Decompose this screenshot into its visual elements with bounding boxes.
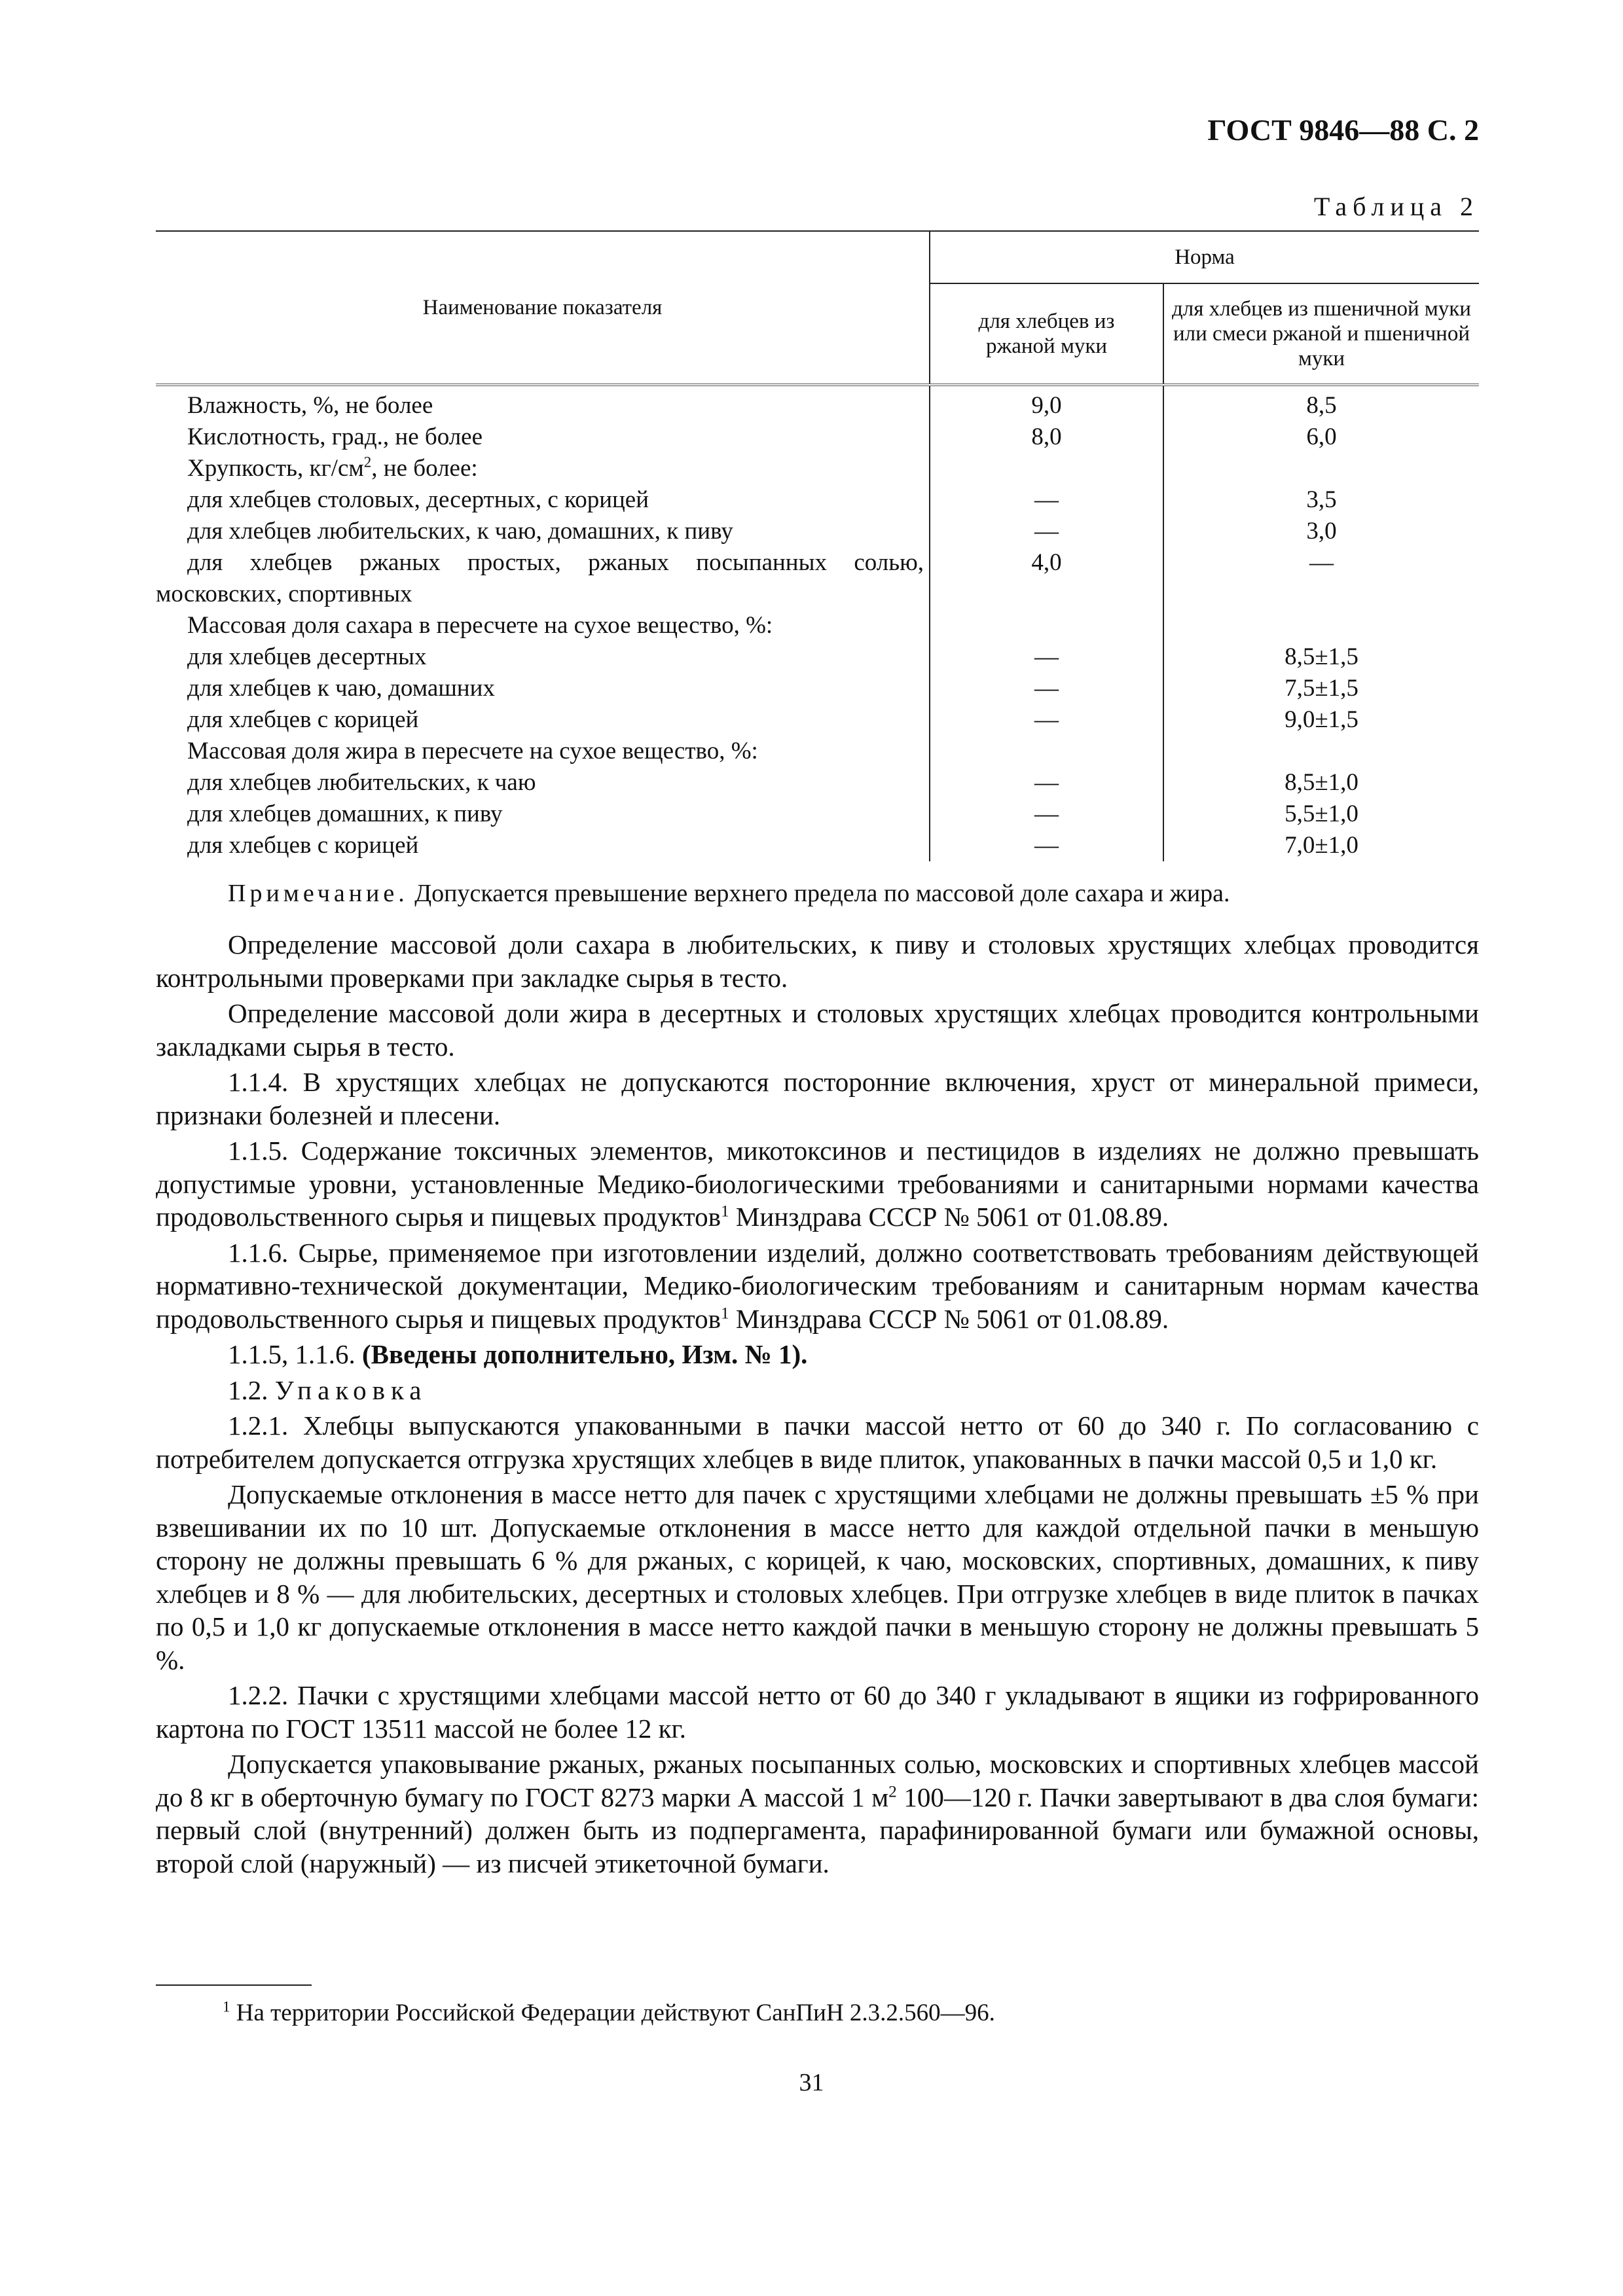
footnote-ref: 1 <box>720 1202 729 1221</box>
table-row <box>156 610 1479 641</box>
paragraph: Допускаемые отклонения в массе нетто для пачек с хрустящими хлебцами не должны превышать ±5 % при взвешивании их по 10 шт. Допускаемые отклонения в массе нетто для каждой отдельной пачки в меньшую сторону не должны превышать 6 % для ржаных, с корицей, к чаю, московских, спортивных, домашних, к пиву хлебцев и 8 % — для любительских, десертных и столовых хлебцев. При отгрузке хлебцев в виде плиток в пачках по 0,5 и 1,0 кг допускаемые отклонения в массе нетто каждой пачки в меньшую сторону не должны превышать 5 %. <box>156 1479 1479 1675</box>
paragraph: 1.1.4. В хрустящих хлебцах не допускаются посторонние включения, хруст от минеральной примеси, признаки болезней и плесени. <box>156 1067 1479 1130</box>
wheat-value: 7,0±1,0 <box>1285 832 1359 859</box>
indicator-name-text: , не более: <box>371 455 478 482</box>
wheat-value <box>1163 453 1479 484</box>
table-note <box>228 877 1479 910</box>
rye-value: 8,0 <box>930 422 1163 453</box>
indicator-name: Массовая доля сахара в пересчете на сухое вещество, %: <box>187 612 773 639</box>
indicator-name: для хлебцев домашних, к пиву <box>187 800 503 827</box>
rye-value: — <box>930 830 1163 861</box>
table-row <box>156 673 1479 704</box>
wheat-value: 9,0±1,5 <box>1285 706 1359 733</box>
footnote-text: На территории Российской Федерации действуют СанПиН 2.3.2.560—96. <box>230 2000 995 2026</box>
footnote-mark: 1 <box>223 1998 230 2015</box>
indicator-name-text: Хрупкость, кг/см <box>187 455 364 482</box>
wheat-value: 3,0 <box>1306 518 1337 545</box>
wheat-value: 3,5 <box>1306 486 1337 513</box>
table-row <box>156 547 1479 610</box>
page-number: 31 <box>799 2069 824 2096</box>
note-text: Допускается превышение верхнего предела по массовой доле сахара и жира. <box>408 880 1230 907</box>
section-number: 1.2. <box>228 1374 275 1405</box>
paragraph-text: 1.1.5. Содержание токсичных элементов, микотоксинов и пестицидов в изделиях не должно превышать допустимые уровни, установленные Медико-биологическими требованиями и санитарными нормами качества продовольственного сырья и пищевых продуктов <box>156 1136 1479 1232</box>
indicator-name: для хлебцев столовых, десертных, с корицей <box>187 486 649 513</box>
paragraph: Определение массовой доли сахара в любительских, к пиву и столовых хрустящих хлебцах проводится контрольными проверками при закладке сырья в тесто. <box>156 929 1479 993</box>
note-label: Примечание. <box>228 880 409 907</box>
paragraph-text: 100—120 г. Пачки завертывают в два слоя бумаги: первый слой (внутренний) должен быть из подпергамента, парафинированной бумаги или бумажной основы, второй слой (наружный) — из писчей этикеточной бумаги. <box>156 1782 1479 1878</box>
table-row <box>156 641 1479 673</box>
wheat-value <box>1163 736 1479 767</box>
wheat-value: 8,5 <box>1306 392 1337 419</box>
rye-value <box>930 736 1163 767</box>
wheat-value: 5,5±1,0 <box>1285 800 1359 827</box>
paragraph: Определение массовой доли жира в десертных и столовых хрустящих хлебцах проводится контрольными закладками сырья в тесто. <box>156 998 1479 1062</box>
indicator-name <box>156 453 930 484</box>
table-row <box>156 385 1479 422</box>
paragraph <box>156 1236 1479 1336</box>
paragraph-text: Минздрава СССР № 5061 от 01.08.89. <box>729 1303 1169 1334</box>
paragraph <box>156 1134 1479 1234</box>
body-text <box>156 928 1479 1882</box>
paragraph <box>156 1338 1479 1371</box>
column-header-norm: Норма <box>930 231 1479 283</box>
rye-value: — <box>930 704 1163 736</box>
table-row <box>156 422 1479 453</box>
table-row <box>156 516 1479 547</box>
footnote-ref: 1 <box>720 1303 729 1322</box>
indicator-name-line: для хлебцев ржаных простых, ржаных посыпанных солью, <box>187 549 924 576</box>
paragraph-text: Минздрава СССР № 5061 от 01.08.89. <box>729 1202 1169 1232</box>
table-row <box>156 798 1479 830</box>
indicator-name: для хлебцев к чаю, домашних <box>187 675 495 702</box>
paragraph-text: Допускается упаковывание ржаных, ржаных посыпанных солью, московских и спортивных хлебцев массой до 8 кг в оберточную бумагу по ГОСТ 8273 марки А массой 1 м <box>156 1749 1479 1812</box>
paragraph: 1.2.1. Хлебцы выпускаются упакованными в пачки массой нетто от 60 до 340 г. По согласованию с потребителем допускается отгрузка хрустящих хлебцев в виде плиток, упакованных в пачки массой 0,5 и 1,0 кг. <box>156 1410 1479 1474</box>
indicator-name: для хлебцев с корицей <box>187 832 419 859</box>
indicator-name: для хлебцев любительских, к чаю <box>187 769 536 796</box>
indicator-name: Влажность, %, не более <box>187 392 433 419</box>
section-heading <box>156 1374 1479 1407</box>
wheat-value: 7,5±1,5 <box>1285 675 1359 702</box>
column-header-indicator: Наименование показателя <box>156 231 930 385</box>
table-row <box>156 767 1479 798</box>
superscript: 2 <box>363 454 372 471</box>
indicator-name-line: московских, спортивных <box>156 581 412 607</box>
table-caption: Таблица 2 <box>1313 192 1479 221</box>
amendment-note: (Введены дополнительно, Изм. № 1). <box>362 1339 808 1369</box>
wheat-value: 8,5±1,0 <box>1285 769 1359 796</box>
rye-value: — <box>930 516 1163 547</box>
table-row <box>156 830 1479 861</box>
indicator-name: для хлебцев десертных <box>187 643 427 670</box>
indicator-name: для хлебцев любительских, к чаю, домашних, к пиву <box>187 518 733 545</box>
rye-value <box>930 610 1163 641</box>
table-row <box>156 453 1479 484</box>
superscript: 2 <box>888 1782 897 1801</box>
rye-value: — <box>930 798 1163 830</box>
paragraph-text: 1.1.5, 1.1.6. <box>228 1339 362 1369</box>
section-title: Упаковка <box>274 1374 428 1405</box>
indicator-name <box>156 547 930 610</box>
paragraph <box>156 1748 1479 1880</box>
rye-value: — <box>930 484 1163 516</box>
indicator-name: Кислотность, град., не более <box>187 423 483 450</box>
column-header-rye: для хлебцев из ржаной муки <box>930 283 1163 385</box>
wheat-value: 6,0 <box>1306 423 1337 450</box>
rye-value: 9,0 <box>930 385 1163 422</box>
table-2 <box>156 230 1479 861</box>
wheat-value: 8,5±1,5 <box>1285 643 1359 670</box>
wheat-value: — <box>1309 549 1334 576</box>
table-row <box>156 704 1479 736</box>
rye-value: — <box>930 767 1163 798</box>
paragraph-text: 1.1.6. Сырье, применяемое при изготовлении изделий, должно соответствовать требованиям действующей нормативно-технической документации, Медико-биологическим требованиям и санитарным нормам качества продовольственного сырья и пищевых продуктов <box>156 1237 1479 1334</box>
rye-value: — <box>930 673 1163 704</box>
paragraph: 1.2.2. Пачки с хрустящими хлебцами массой нетто от 60 до 340 г укладывают в ящики из гофрированного картона по ГОСТ 13511 массой не более 12 кг. <box>156 1680 1479 1744</box>
rye-value: 4,0 <box>930 547 1163 610</box>
indicator-name: для хлебцев с корицей <box>187 706 419 733</box>
wheat-value <box>1163 610 1479 641</box>
footnote <box>223 1998 995 2029</box>
table-row <box>156 484 1479 516</box>
table-row <box>156 736 1479 767</box>
page-header: ГОСТ 9846—88 С. 2 <box>1207 113 1479 147</box>
column-header-wheat: для хлебцев из пшеничной муки или смеси ржаной и пшеничной муки <box>1163 283 1479 385</box>
rye-value <box>930 453 1163 484</box>
norms-table <box>156 230 1479 861</box>
rye-value: — <box>930 641 1163 673</box>
footnote-divider <box>156 1984 312 1986</box>
indicator-name: Массовая доля жира в пересчете на сухое вещество, %: <box>187 738 758 764</box>
